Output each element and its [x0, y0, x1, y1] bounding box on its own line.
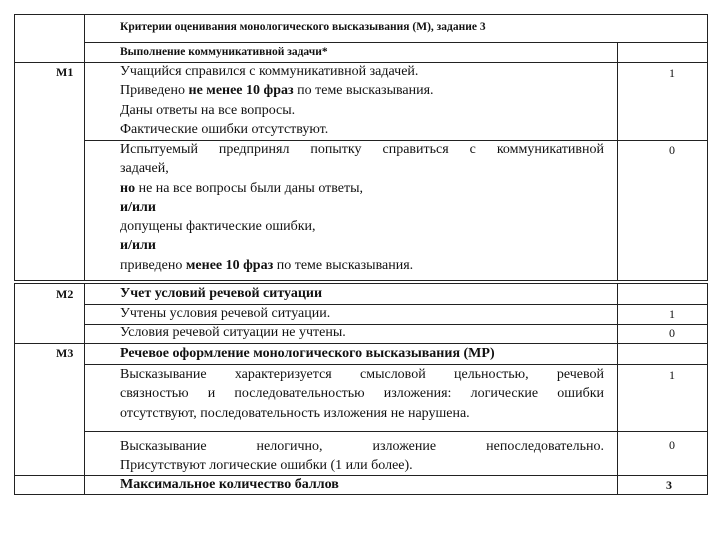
text-line [120, 81, 434, 100]
m3-title-score-cell [617, 343, 708, 365]
m1-b-score: 0 [669, 143, 675, 157]
text-segment: по теме высказывания. [273, 257, 414, 273]
m2-label-cell [14, 283, 85, 344]
m1-a-text [120, 62, 434, 139]
m1-label-cell [14, 62, 85, 281]
m2-label: М2 [56, 287, 74, 301]
m2-a-text: Учтены условия речевой ситуации. [120, 306, 331, 321]
text-segment-bold: но [120, 180, 136, 196]
text-segment: по теме высказывания. [293, 83, 434, 99]
corner-cell [14, 14, 85, 63]
text-line: и/или [120, 238, 156, 254]
total-score: 3 [666, 478, 672, 492]
m3-title: Речевое оформление монологического высказывания (МР) [120, 346, 495, 361]
m1-b-text [120, 140, 604, 275]
text-segment-bold: менее 10 фраз [185, 257, 274, 273]
total-label-cell [14, 475, 85, 495]
total-label: Максимальное количество баллов [120, 477, 339, 492]
text-line [120, 179, 604, 198]
text-line: Присутствуют логические ошибки (1 или более). [120, 458, 413, 474]
text-segment-bold: не менее 10 фраз [188, 83, 294, 99]
m2-b-text: Условия речевой ситуации не учтены. [120, 325, 346, 340]
m3-a-text [120, 365, 604, 423]
text-line: допущены фактические ошибки, [120, 219, 316, 235]
text-line [120, 256, 604, 275]
m3-a-score: 1 [669, 368, 675, 382]
text-line: Испытуемый предпринял попытку справиться с коммуникативной [120, 142, 604, 157]
text-line: отсутствуют, последовательность изложения не нарушена. [120, 405, 470, 421]
text-line: Высказывание нелогично, изложение непоследовательно. [120, 439, 604, 454]
text-line: Даны ответы на все вопросы. [120, 102, 296, 118]
m1-b-score-cell [617, 140, 708, 281]
subtitle-score-cell [617, 42, 708, 63]
text-line: Учащийся справился с коммуникативной задачей. [120, 64, 419, 79]
m3-b-text [120, 437, 604, 476]
text-segment: приведено [120, 257, 186, 273]
text-segment: не на все вопросы были даны ответы, [135, 180, 364, 196]
m3-label: М3 [56, 346, 74, 360]
m2-title: Учет условий речевой ситуации [120, 286, 323, 301]
m1-label: М1 [56, 65, 74, 79]
text-line: и/или [120, 199, 156, 215]
m2-title-score-cell [617, 283, 708, 305]
m2-a-score: 1 [669, 307, 675, 321]
m2-b-score: 0 [669, 326, 675, 340]
text-line: Высказывание характеризуется смысловой цельностью, речевой [120, 367, 604, 382]
text-line: связностью и последовательностью изложения: логические ошибки [120, 386, 604, 402]
text-segment: Приведено [120, 83, 189, 99]
text-line: задачей, [120, 161, 169, 177]
m3-b-score: 0 [669, 438, 675, 452]
text-line: Фактические ошибки отсутствуют. [120, 121, 329, 137]
m1-a-score: 1 [669, 66, 675, 80]
m3-label-cell [14, 343, 85, 476]
table-title: Критерии оценивания монологического высказывания (М), задание 3 [120, 21, 486, 33]
table-subtitle: Выполнение коммуникативной задачи* [120, 46, 328, 58]
